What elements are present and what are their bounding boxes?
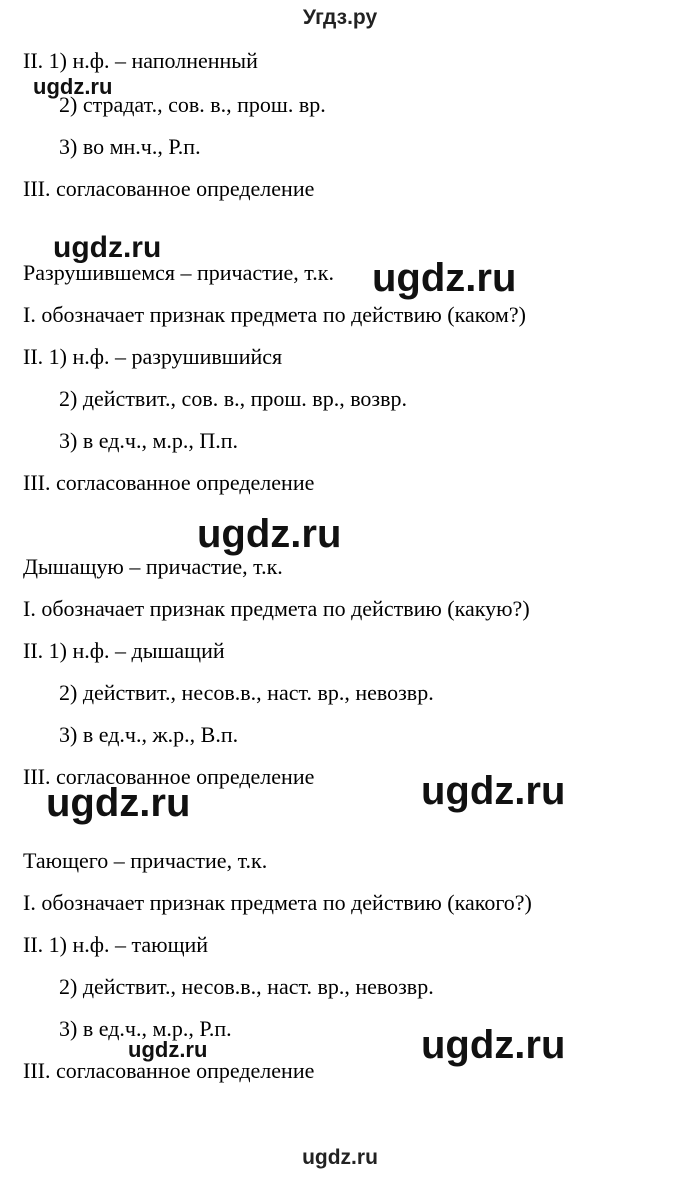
block3-line-voice: 2) действит., несов.в., наст. вр., невозвр. [59,680,434,705]
watermark: ugdz.ru [128,1037,208,1062]
watermark: ugdz.ru [421,1023,566,1067]
block1-line-voice: 2) страдат., сов. в., прош. вр. [59,92,326,117]
block2-line-meaning: I. обозначает признак предмета по действию (каком?) [23,302,526,327]
block4-line-meaning: I. обозначает признак предмета по действию (какого?) [23,890,532,915]
watermark: ugdz.ru [372,256,517,300]
watermark: ugdz.ru [33,74,113,99]
block3-line-nf: II. 1) н.ф. – дышащий [23,638,225,663]
block3-line-case: 3) в ед.ч., ж.р., В.п. [59,722,239,747]
block2-line-word: Разрушившемся – причастие, т.к. [23,260,334,285]
watermark: ugdz.ru [53,231,162,264]
block1-line-nf: II. 1) н.ф. – наполненный [23,48,258,73]
block4-line-role: III. согласованное определение [23,1058,315,1083]
block1-line-role: III. согласованное определение [23,176,315,201]
block2-line-role: III. согласованное определение [23,470,315,495]
block2-line-voice: 2) действит., сов. в., прош. вр., возвр. [59,386,408,411]
block1-line-case: 3) во мн.ч., Р.п. [59,134,201,159]
block3-line-role: III. согласованное определение [23,764,315,789]
block2-line-case: 3) в ед.ч., м.р., П.п. [59,428,239,453]
block2-line-nf: II. 1) н.ф. – разрушившийся [23,344,283,369]
block3-line-word: Дышащую – причастие, т.к. [23,554,283,579]
watermark: ugdz.ru [421,769,566,813]
site-header: Угдз.ру [302,6,378,29]
watermark: ugdz.ru [197,512,342,556]
block4-line-case: 3) в ед.ч., м.р., Р.п. [59,1016,232,1041]
block3-line-meaning: I. обозначает признак предмета по действию (какую?) [23,596,530,621]
watermark: ugdz.ru [46,781,191,825]
block4-line-nf: II. 1) н.ф. – тающий [23,932,209,957]
block4-line-voice: 2) действит., несов.в., наст. вр., невозвр. [59,974,434,999]
block4-line-word: Тающего – причастие, т.к. [23,848,268,873]
site-footer: ugdz.ru [302,1146,378,1169]
